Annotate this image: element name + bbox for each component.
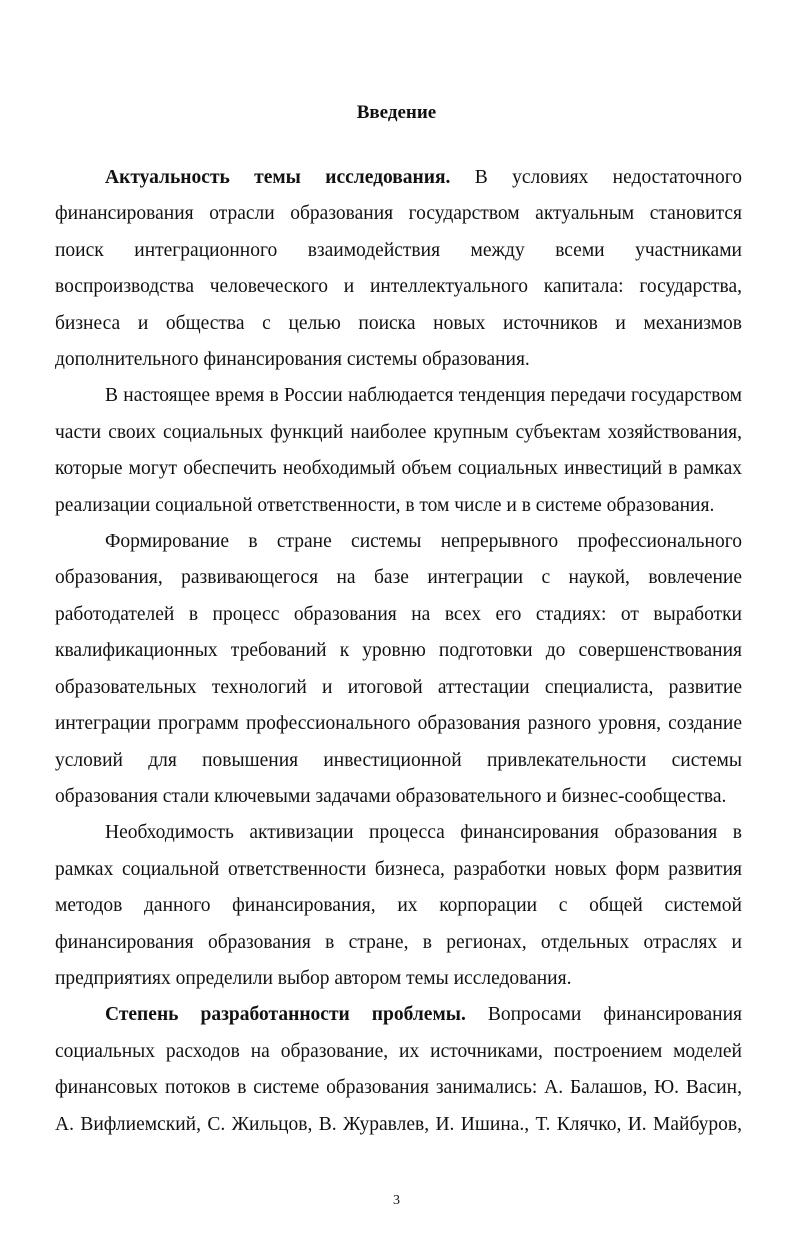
paragraph-trend [55, 378, 742, 524]
paragraph-text: В настоящее время в России наблюдается тенденция передачи государством части своих социальных функций наиболее крупным субъектам хозяйствования, которые могут обеспечить необходимый объем социальных инвестиций в рамках реализации социальной ответственности, в том числе и в системе образования. [55, 385, 742, 516]
paragraph-relevance [55, 160, 742, 378]
section-heading: Введение [356, 102, 437, 123]
paragraph-text: Формирование в стране системы непрерывного профессионального образования, развивающегося на базе интеграции с наукой, вовлечение работодателей в процесс образования на всех его стадиях: от выработки квалификационных требований к уровню подготовки до совершенствования образовательных технологий и итоговой аттестации специалиста, развитие интеграции программ профессионального образования разного уровня, создание условий для повышения инвестиционной привлекательности системы образования стали ключевыми задачами образовательного и бизнес-сообщества. [55, 531, 742, 807]
paragraph-text: Необходимость активизации процесса финансирования образования в рамках социальной ответственности бизнеса, разработки новых форм развития методов данного финансирования, их корпорации с общей системой финансирования образования в стране, в регионах, отдельных отраслях и предприятиях определили выбор автором темы исследования. [55, 822, 742, 989]
body-text [55, 160, 742, 1143]
paragraph-lead: Актуальность темы исследования. [105, 167, 451, 188]
paragraph-text: В условиях недостаточного финансирования отрасли образования государством актуальным становится поиск интеграционного взаимодействия между всеми участниками воспроизводства человеческого и интеллектуального капитала: государства, бизнеса и общества с целью поиска новых источников и механизмов дополнительного финансирования системы образования. [55, 167, 743, 371]
paragraph-formation [55, 524, 742, 815]
page-number: 3 [393, 1193, 400, 1208]
paragraph-necessity [55, 815, 742, 997]
paragraph-text: Вопросами финансирования социальных расходов на образование, их источниками, построением моделей финансовых потоков в системе образования занимались: А. Балашов, Ю. Васин, А. Вифлиемский, С. Жильцов, В. Журавлев, И. Ишина., Т. Клячко, И. Майбуров, [55, 1004, 743, 1135]
paragraph-lead: Степень разработанности проблемы. [105, 1004, 466, 1026]
paragraph-degree [55, 997, 742, 1143]
